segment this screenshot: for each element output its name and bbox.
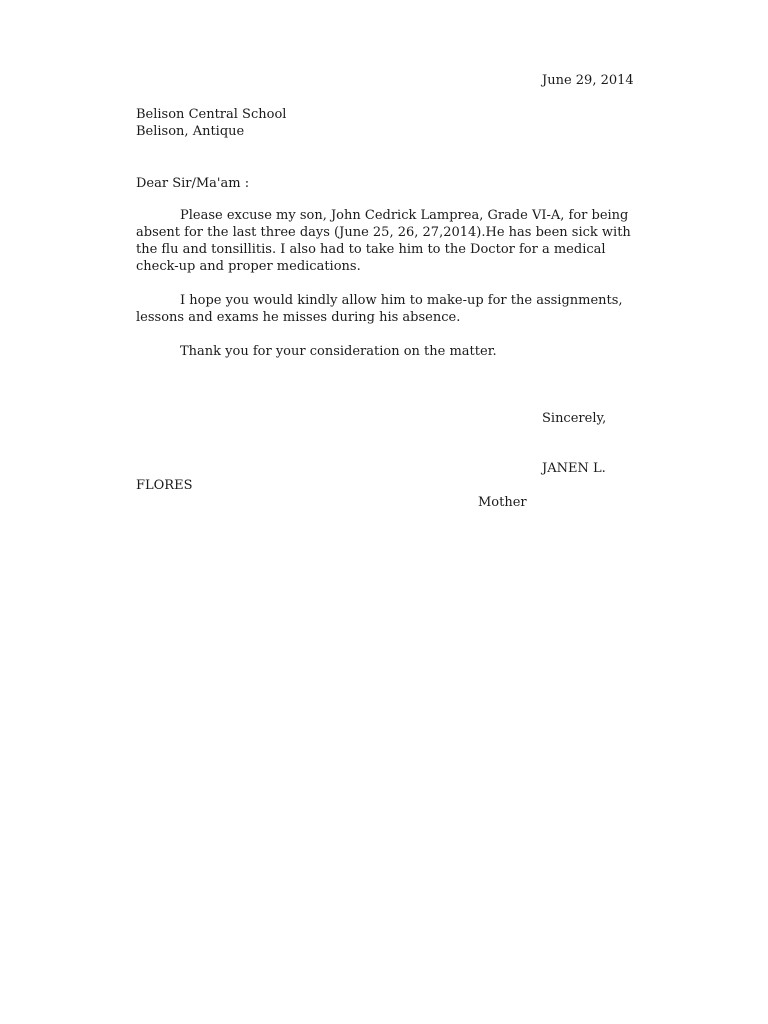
paragraph-1-line-2: absent for the last three days (June 25, 26, 27,2014).He has been sick with <box>136 225 631 240</box>
salutation: Dear Sir/Ma'am : <box>136 176 250 191</box>
letter-date: June 29, 2014 <box>542 73 634 88</box>
paragraph-1-line-1: Please excuse my son, John Cedrick Lamprea, Grade VI-A, for being <box>180 208 629 223</box>
paragraph-2-line-1: I hope you would kindly allow him to make-up for the assignments, <box>180 293 623 308</box>
recipient-line-1: Belison Central School <box>136 107 287 122</box>
signer-name-part-2: FLORES <box>136 478 193 493</box>
paragraph-1-line-3: the flu and tonsillitis. I also had to take him to the Doctor for a medical <box>136 242 606 257</box>
signer-role: Mother <box>478 495 527 510</box>
paragraph-1-line-4: check-up and proper medications. <box>136 259 361 274</box>
recipient-line-2: Belison, Antique <box>136 124 245 139</box>
closing: Sincerely, <box>542 411 607 426</box>
paragraph-3-line-1: Thank you for your consideration on the matter. <box>180 344 497 359</box>
signer-name-part-1: JANEN L. <box>542 461 606 476</box>
paragraph-2-line-2: lessons and exams he misses during his absence. <box>136 310 461 325</box>
